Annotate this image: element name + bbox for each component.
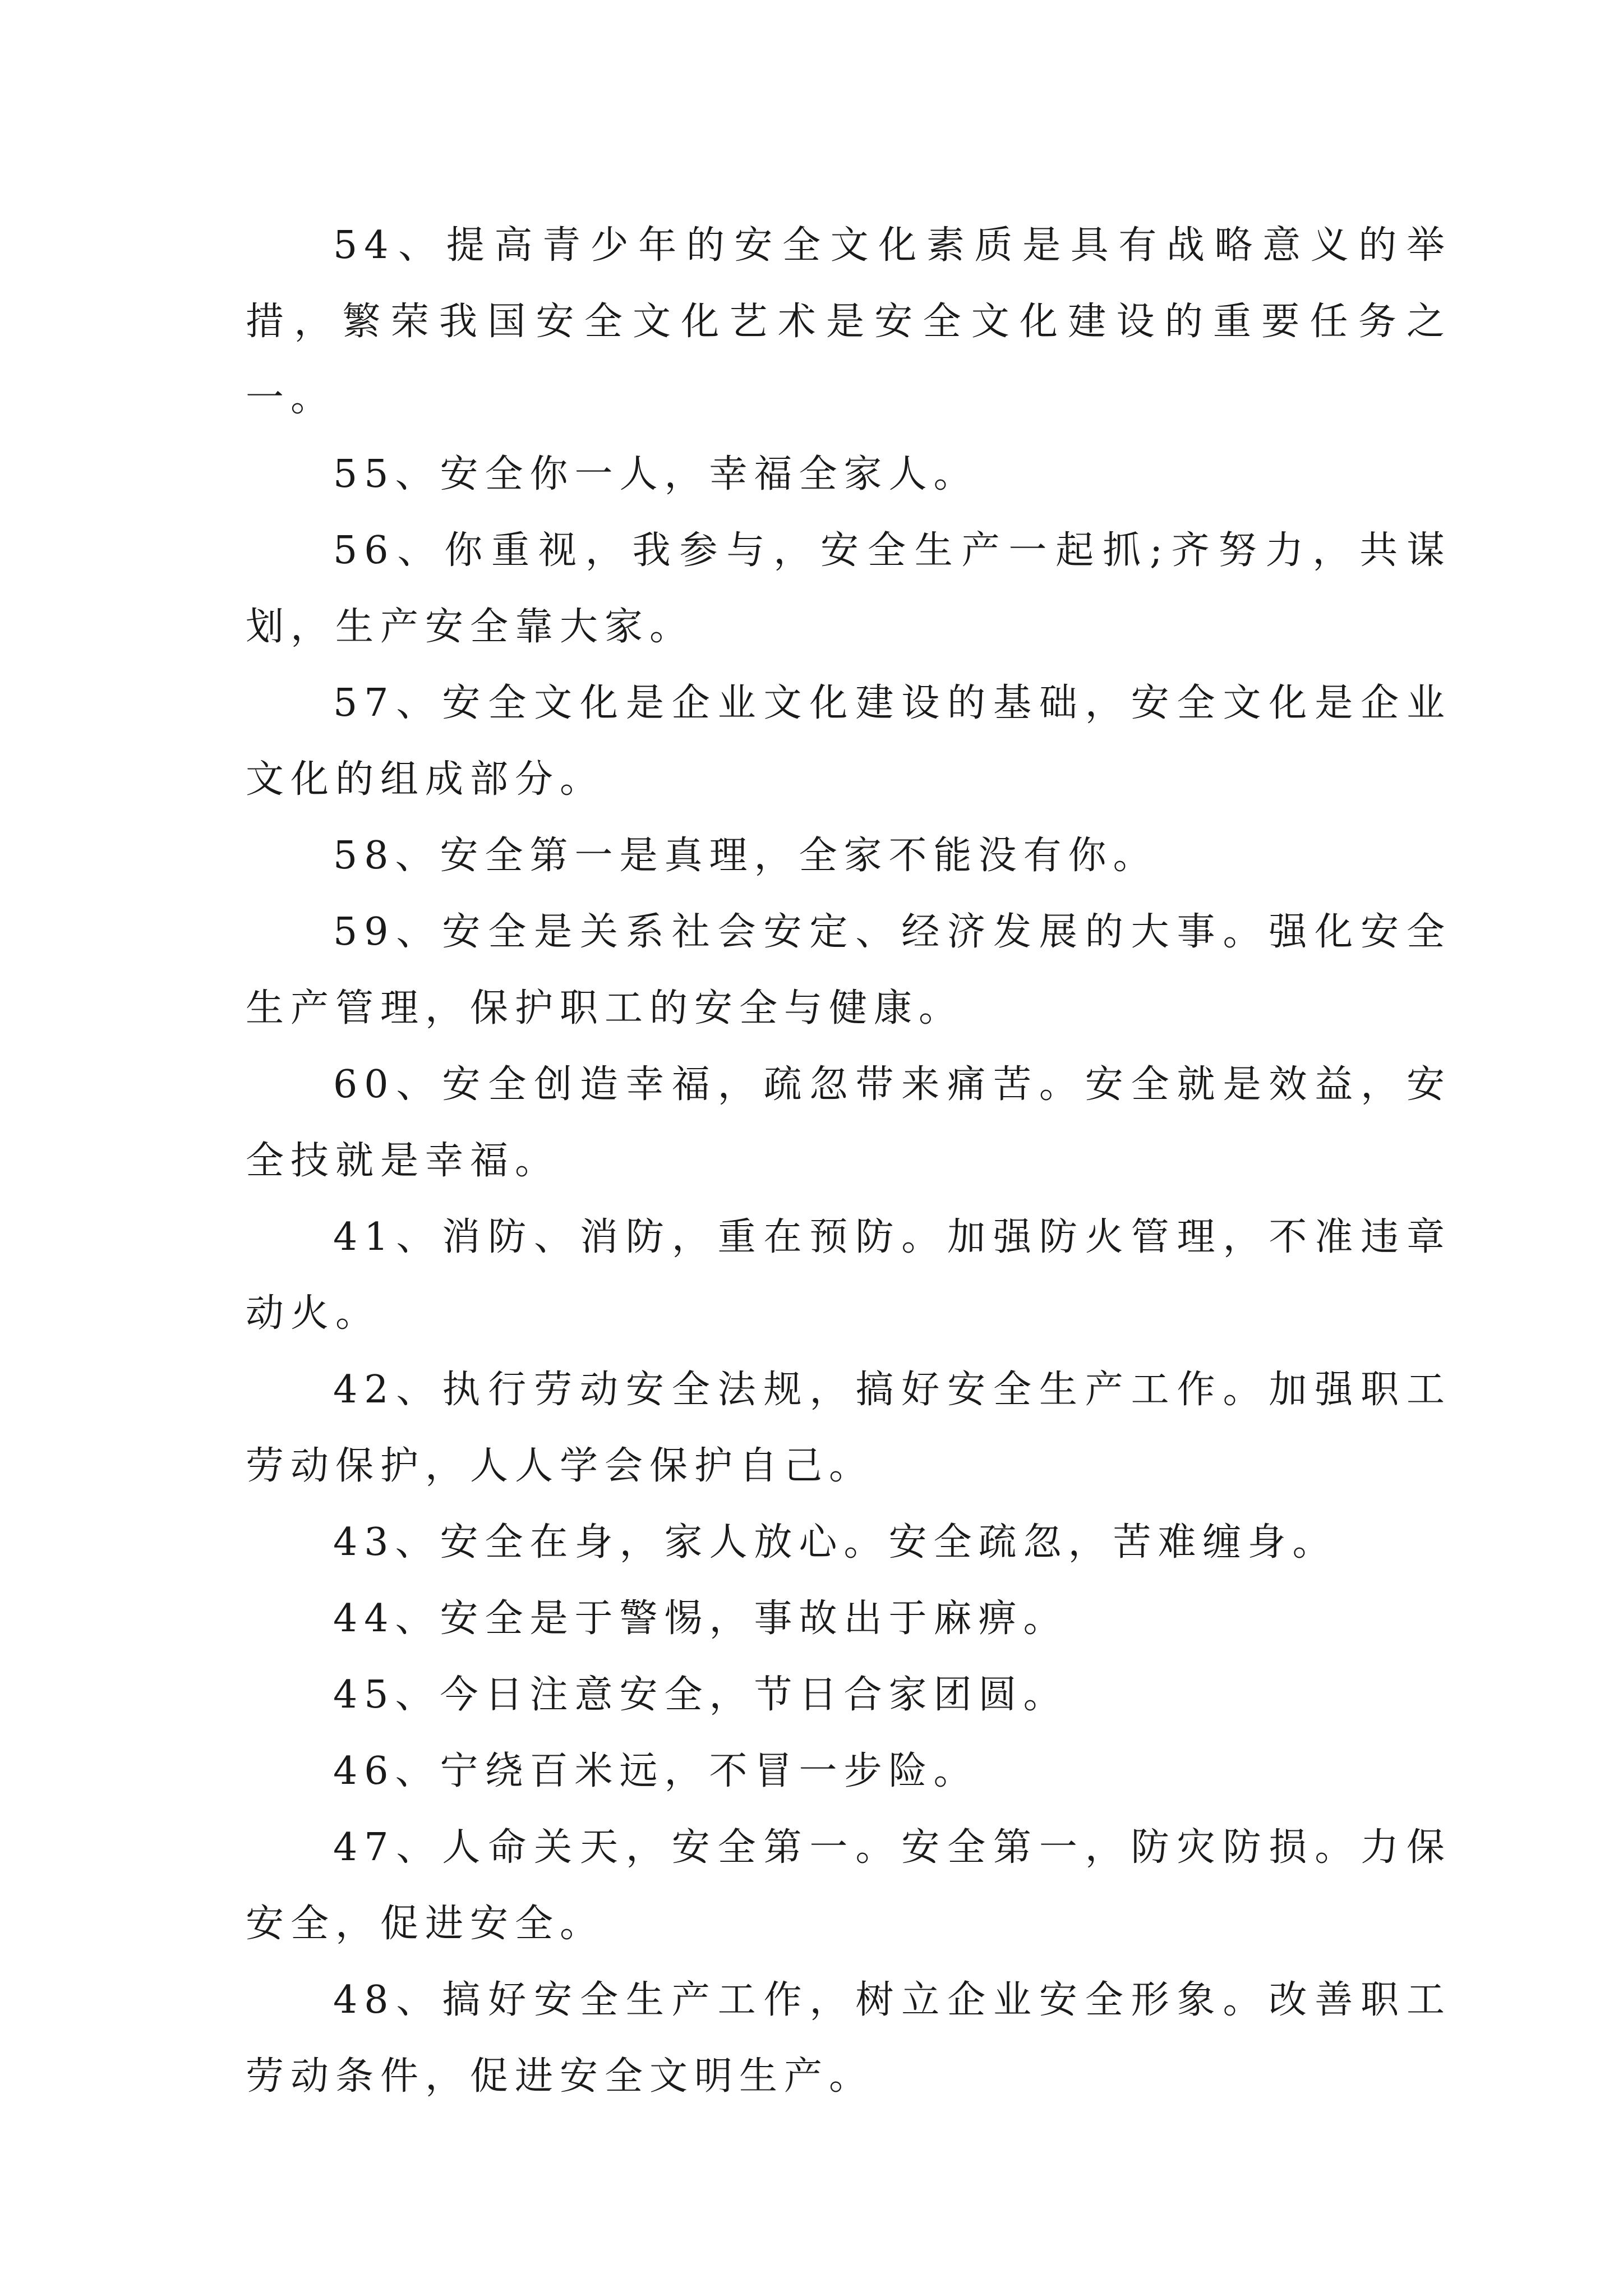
slogan-paragraph: 47、人命关天，安全第一。安全第一，防灾防损。力保安全，促进安全。: [246, 1825, 1451, 1946]
slogan-paragraph: 54、提高青少年的安全文化素质是具有战略意义的举措，繁荣我国安全文化艺术是安全文化建设的重要任务之一。: [246, 223, 1451, 420]
slogan-paragraph: 41、消防、消防，重在预防。加强防火管理，不准违章动火。: [246, 1215, 1451, 1336]
slogan-paragraph: 59、安全是关系社会安定、经济发展的大事。强化安全生产管理，保护职工的安全与健康。: [246, 910, 1451, 1030]
slogan-paragraph: 43、安全在身，家人放心。安全疏忽，苦难缠身。: [333, 1520, 1338, 1565]
slogan-paragraph: 56、你重视，我参与，安全生产一起抓;齐努力，共谋划，生产安全靠大家。: [246, 528, 1451, 649]
slogan-paragraph: 58、安全第一是真理，全家不能没有你。: [333, 834, 1158, 878]
slogan-paragraph: 60、安全创造幸福，疏忽带来痛苦。安全就是效益，安全技就是幸福。: [246, 1062, 1451, 1183]
slogan-paragraph: 45、今日注意安全，节日合家团圆。: [333, 1673, 1068, 1717]
slogan-paragraph: 46、宁绕百米远，不冒一步险。: [333, 1749, 979, 1793]
slogan-paragraph: 55、安全你一人，幸福全家人。: [333, 452, 979, 496]
document-body: [246, 208, 1451, 2115]
slogan-paragraph: 48、搞好安全生产工作，树立企业安全形象。改善职工劳动条件，促进安全文明生产。: [246, 1978, 1451, 2099]
slogan-paragraph: 44、安全是于警惕，事故出于麻痹。: [333, 1596, 1068, 1641]
slogan-paragraph: 57、安全文化是企业文化建设的基础，安全文化是企业文化的组成部分。: [246, 681, 1451, 802]
slogan-paragraph: 42、执行劳动安全法规，搞好安全生产工作。加强职工劳动保护，人人学会保护自己。: [246, 1368, 1451, 1488]
